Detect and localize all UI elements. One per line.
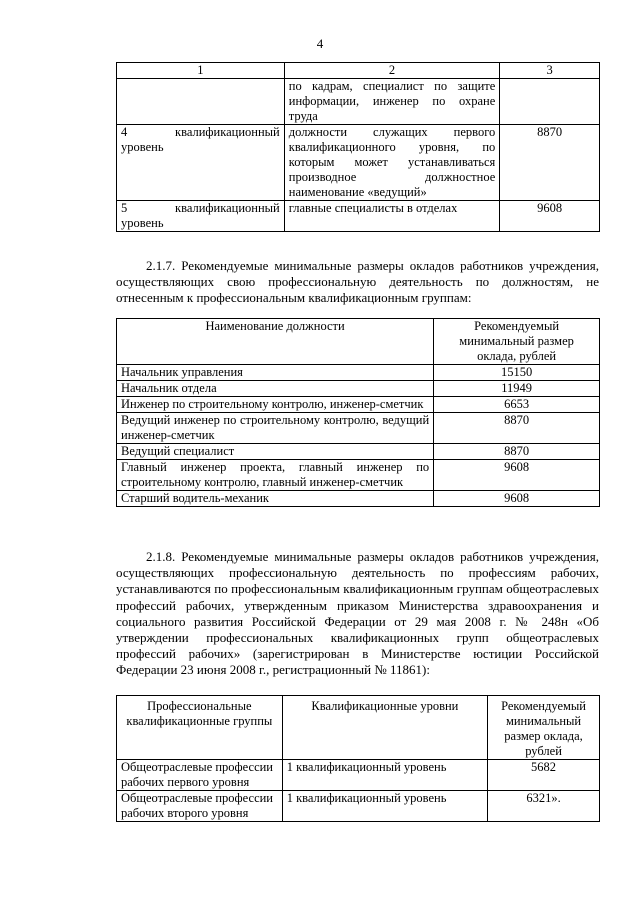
positions-cell: главные специалисты в отделах (284, 201, 500, 232)
position-name-cell: Старший водитель-механик (117, 491, 434, 507)
table-row (117, 791, 600, 822)
positions-cell: по кадрам, специалист по защите информации, инженер по охране труда (284, 79, 500, 125)
table-row (117, 491, 600, 507)
position-name-cell: Начальник управления (117, 365, 434, 381)
salary-cell: 8870 (434, 413, 600, 444)
salary-cell: 9608 (434, 491, 600, 507)
level-cell: 1 квалификационный уровень (282, 791, 487, 822)
salary-cell: 9608 (434, 460, 600, 491)
position-name-cell: Начальник отдела (117, 381, 434, 397)
page-number: 4 (316, 36, 324, 51)
salary-cell: 8870 (434, 444, 600, 460)
group-cell: Общеотраслевые профессии рабочих второго уровня (117, 791, 283, 822)
position-name-header: Наименование должности (117, 319, 434, 365)
salary-cell: 8870 (500, 125, 600, 201)
table-row (117, 201, 600, 232)
table-row (117, 397, 600, 413)
table-header-row (117, 319, 600, 365)
salary-cell: 6653 (434, 397, 600, 413)
worker-groups-table (116, 695, 600, 822)
table-row (117, 460, 600, 491)
position-name-cell: Ведущий специалист (117, 444, 434, 460)
level-cell: 5 квалификационный уровень (117, 201, 285, 232)
table-row (117, 365, 600, 381)
salary-cell: 15150 (434, 365, 600, 381)
level-header: Квалификационные уровни (282, 696, 487, 760)
qualification-levels-table (116, 62, 600, 232)
table-header-row (117, 63, 600, 79)
column-number-3: 3 (500, 63, 600, 79)
paragraph-2-1-7: 2.1.7. Рекомендуемые минимальные размеры окладов работников учреждения, осуществляющих свою профессиональную деятельность по должностям, не отнесенным к профессиональным квалификационным группам: (116, 258, 599, 306)
column-number-1: 1 (117, 63, 285, 79)
salary-header: Рекомендуемый минимальный размер оклада, рублей (434, 319, 600, 365)
group-cell: Общеотраслевые профессии рабочих первого уровня (117, 760, 283, 791)
salary-header: Рекомендуемый минимальный размер оклада, рублей (488, 696, 600, 760)
position-name-cell: Инженер по строительному контролю, инженер-сметчик (117, 397, 434, 413)
level-cell: 4 квалификационный уровень (117, 125, 285, 201)
positions-salary-table (116, 318, 600, 507)
table-row (117, 760, 600, 791)
table-row (117, 125, 600, 201)
group-header: Профессиональные квалификационные группы (117, 696, 283, 760)
table-row (117, 79, 600, 125)
salary-cell: 11949 (434, 381, 600, 397)
salary-cell: 6321». (488, 791, 600, 822)
table-row (117, 381, 600, 397)
paragraph-2-1-8: 2.1.8. Рекомендуемые минимальные размеры окладов работников учреждения, осуществляющих профессиональную деятельность по профессиям рабочих, устанавливаются по профессиональным квалификационным группам общеотраслевых профессий рабочих, утвержденным приказом Министерства здравоохранения и социального развития Российской Федерации от 29 мая 2008 г. № 248н «Об утверждении профессиональных квалификационных групп общеотраслевых профессий рабочих» (зарегистрирован в Министерстве юстиции Российской Федерации 23 июня 2008 г., регистрационный № 11861): (116, 549, 599, 678)
salary-cell: 9608 (500, 201, 600, 232)
table-row (117, 413, 600, 444)
salary-cell: 5682 (488, 760, 600, 791)
level-cell (117, 79, 285, 125)
salary-cell (500, 79, 600, 125)
column-number-2: 2 (284, 63, 500, 79)
position-name-cell: Ведущий инженер по строительному контролю, ведущий инженер-сметчик (117, 413, 434, 444)
positions-cell: должности служащих первого квалификационного уровня, по которым может устанавливаться производное должностное наименование «ведущий» (284, 125, 500, 201)
level-cell: 1 квалификационный уровень (282, 760, 487, 791)
table-row (117, 444, 600, 460)
table-header-row (117, 696, 600, 760)
position-name-cell: Главный инженер проекта, главный инженер по строительному контролю, главный инженер-сметчик (117, 460, 434, 491)
